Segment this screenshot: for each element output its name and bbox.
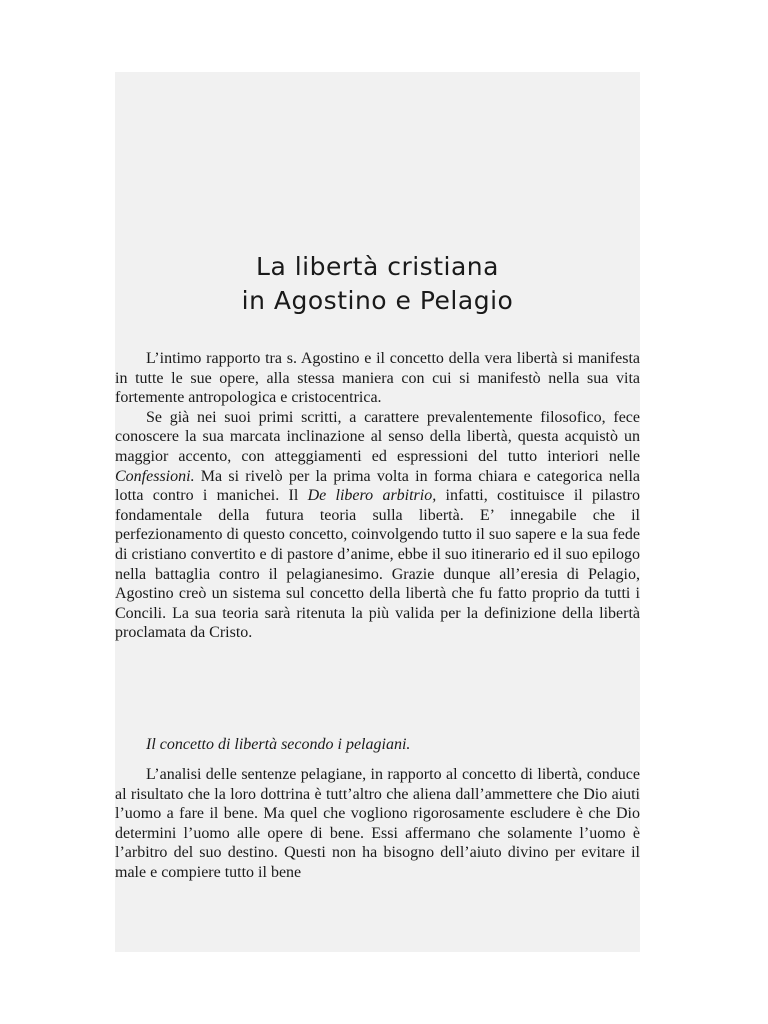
- paragraph-2-part-a: Se già nei suoi primi scritti, a carattere prevalentemente filosofico, fece conoscere la sua marcata inclinazione al senso della libertà, questa acquistò un maggior accento, con atteggiamenti ed espressioni del tutto interiori nelle: [115, 408, 640, 465]
- section-heading: Il concetto di libertà secondo i pelagiani.: [146, 736, 411, 753]
- paragraph-2-italic-de-libero-arbitrio: De libero arbitrio,: [307, 487, 437, 505]
- body-section-2: [115, 765, 640, 883]
- title-line-2: in Agostino e Pelagio: [241, 286, 514, 315]
- paragraph-3: L’analisi delle sentenze pelagiane, in rapporto al concetto di libertà, conduce al risultato che la loro dottrina è tutt’altro che aliena dall’ammettere che Dio aiuti l’uomo a fare il bene. Ma quel che vogliono rigorosamente escludere è che Dio determini l’uomo alle opere di bene. Essi affermano che solamente l’uomo è l’arbitro del suo destino. Questi non ha bisogno dell’aiuto divino per evitare il male e compiere tutto il bene: [115, 766, 640, 881]
- paragraph-2-part-e: infatti, costituisce il pilastro fondamentale della futura teoria sulla libertà. E’ innegabile che il perfezionamento di questo concetto, coinvolgendo tutto il suo sapere e la sua fede di cristiano convertito e di pastore d’anime, ebbe il suo itinerario ed il suo epilogo nella battaglia contro il pelagianesimo. Grazie dunque all’eresia di Pelagio, Agostino creò un sistema sul concetto della libertà che fu fatto proprio da tutti i Concili. La sua teoria sarà ritenuta la più valida per la definizione della libertà proclamata da Cristo.: [115, 487, 640, 642]
- body-section-1: [115, 349, 640, 643]
- paragraph-2-part-c: Ma si rivelò per la prima volta in forma chiara e categorica nella lotta contro i manichei. Il: [115, 467, 640, 505]
- title-line-1: La libertà cristiana: [256, 252, 499, 281]
- chapter-title: [115, 250, 640, 318]
- paragraph-2-italic-confessioni: Confessioni.: [115, 467, 195, 485]
- paragraph-2: [115, 408, 640, 643]
- paragraph-1: L’intimo rapporto tra s. Agostino e il concetto della vera libertà si manifesta in tutte le sue opere, alla stessa maniera con cui si manifestò nella sua vita fortemente antropologica e cristocentrica.: [115, 350, 640, 407]
